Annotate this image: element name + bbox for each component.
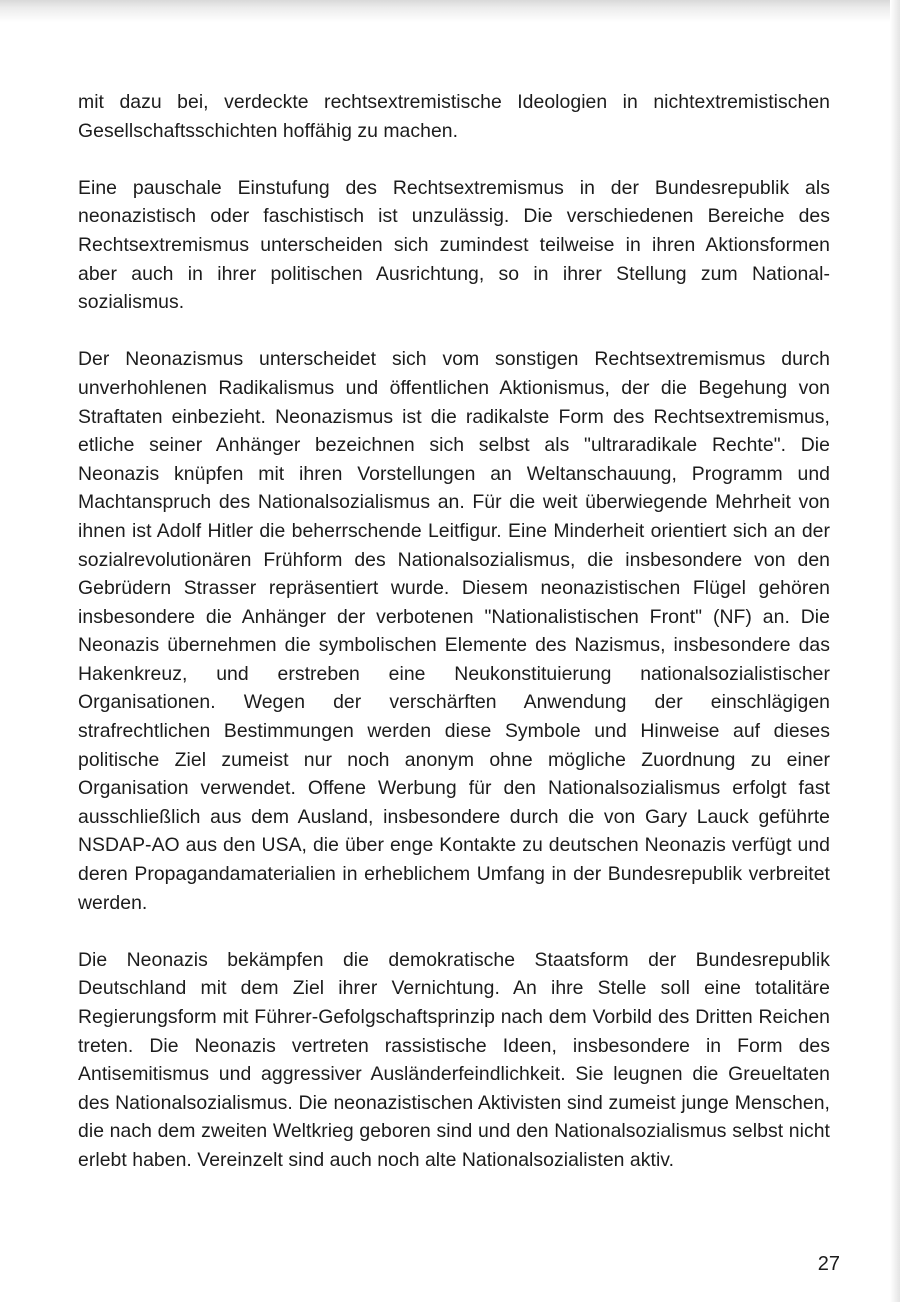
body-text bbox=[78, 88, 830, 1203]
paragraph-continuation: mit dazu bei, verdeckte rechtsextremistische Ideologien in nichtextremistischen Gesellschaftsschichten hoffähig zu machen. bbox=[78, 91, 830, 142]
paragraph-goals: Die Neonazis bekämpfen die demokratische Staatsform der Bundesrepublik Deutschland mit dem Ziel ihrer Vernichtung. An ihre Stelle soll eine totalitäre Regierungsform mit Führer-Gefolgschaftsprinzip nach dem Vorbild des Dritten Reichen treten. Die Neonazis vertreten rassistische Ideen, insbesondere in Form des Antisemitismus und aggressiver Ausländerfeindlichkeit. Sie leugnen die Greueltaten des Nationalsozialismus. Die neonazistischen Aktivisten sind zumeist junge Menschen, die nach dem zweiten Weltkrieg geboren sind und den Nationalsozialismus selbst nicht erlebt haben. Vereinzelt sind auch noch alte Nationalsozialisten aktiv. bbox=[78, 948, 830, 1171]
scan-edge-top bbox=[0, 0, 900, 22]
paragraph-neonazism: Der Neonazismus unterscheidet sich vom sonstigen Rechtsextremismus durch unverhohlenen Radikalismus und öffentlichen Aktionismus, der die Begehung von Straftaten einbezieht. Neonazismus ist die radikalste Form des Rechtsextremismus, etliche seiner Anhänger bezeichnen sich selbst als "ultraradikale Rechte". Die Neonazis knüpfen mit ihren Vorstellungen an Weltanschauung, Programm und Machtanspruch des Nationalsozialismus an. Für die weit überwiegende Mehrheit von ihnen ist Adolf Hitler die beherrschende Leitfigur. Eine Minderheit orientiert sich an der sozialrevolutionären Frühform des Nationalsozialismus, die insbesondere von den Gebrüdern Strasser repräsentiert wurde. Diesem neonazistischen Flügel gehören insbesondere die Anhänger der verbotenen "Nationalistischen Front" (NF) an. Die Neonazis übernehmen die symbolischen Elemente des Nazismus, insbesondere das Hakenkreuz, und erstreben eine Neukonstituierung nationalsozialistischer Organisationen. Wegen der verschärften Anwendung der einschlägigen strafrechtlichen Bestimmungen werden diese Symbole und Hinweise auf dieses politische Ziel zumeist nur noch anonym ohne mögliche Zuordnung zu einer Organisation verwendet. Offene Werbung für den Nationalsozialismus erfolgt fast ausschließlich aus dem Ausland, insbesondere durch die von Gary Lauck geführte NSDAP-AO aus den USA, die über enge Kontakte zu deutschen Neonazis verfügt und deren Propagandamaterialien in erheblichem Umfang in der Bundesrepublik verbreitet werden. bbox=[78, 348, 830, 914]
scan-edge-right bbox=[890, 0, 900, 1302]
page-number: 27 bbox=[817, 1253, 840, 1275]
paragraph-classification: Eine pauschale Einstufung des Rechtsextremismus in der Bundesrepublik als neonazistisch oder faschistisch ist unzulässig. Die verschiedenen Bereiche des Rechtsextremismus unterscheiden sich zumindest teilweise in ihren Aktionsformen aber auch in ihrer politischen Ausrichtung, so in ihrer Stellung zum National-sozialismus. bbox=[78, 176, 830, 314]
